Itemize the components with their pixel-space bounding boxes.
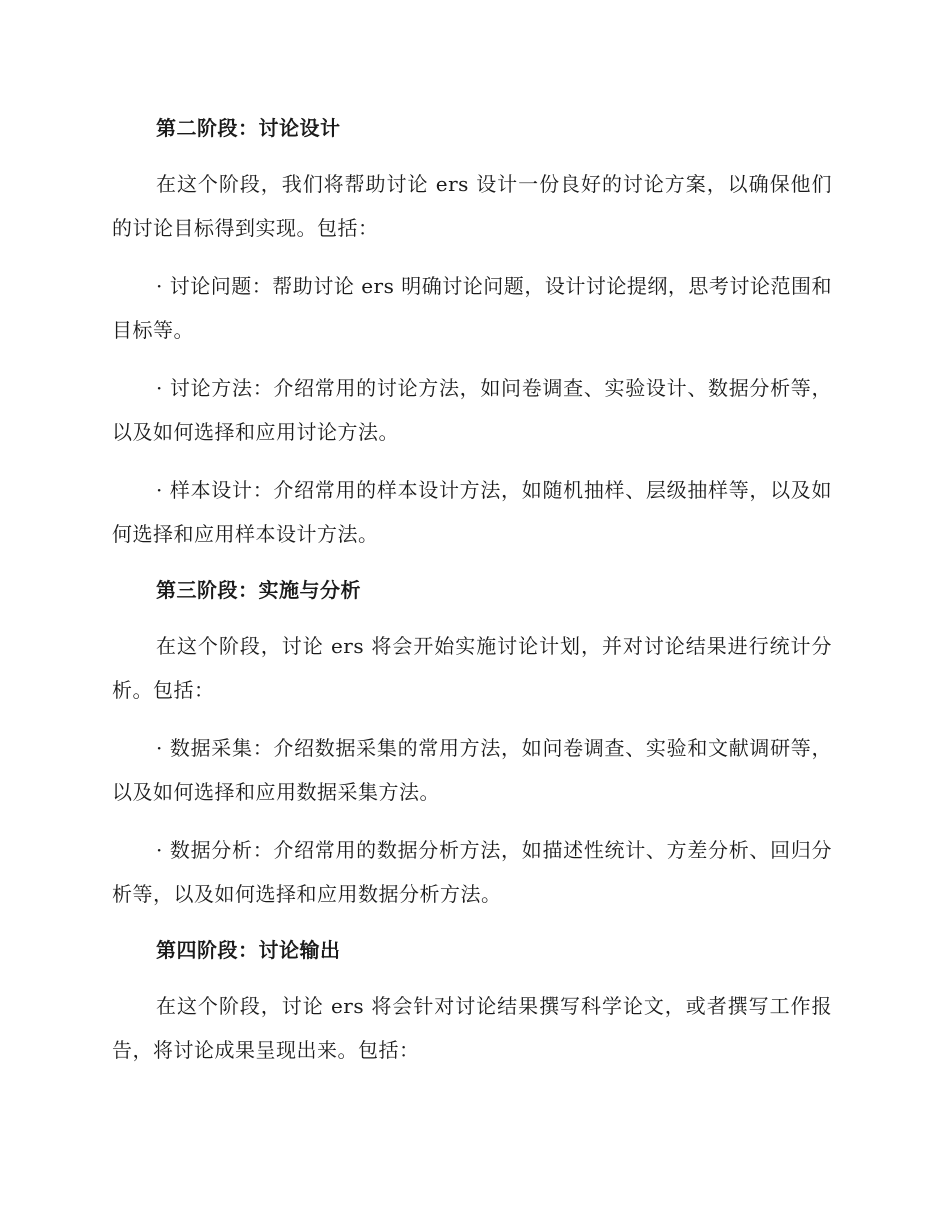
bullet-paragraph: · 数据采集：介绍数据采集的常用方法，如问卷调查、实验和文献调研等，以及如何选择和应用数据采集方法。 (112, 736, 832, 804)
section-heading: 第三阶段：实施与分析 (156, 578, 361, 602)
section-stage-2 (112, 108, 832, 556)
paragraph: 在这个阶段，讨论 ers 将会针对讨论结果撰写科学论文，或者撰写工作报告，将讨论成果呈现出来。包括： (112, 994, 832, 1062)
section-stage-4 (112, 930, 832, 1072)
section-heading: 第二阶段：讨论设计 (156, 116, 341, 140)
section-stage-3 (112, 570, 832, 916)
section-heading: 第四阶段：讨论输出 (156, 938, 341, 962)
bullet-paragraph: · 数据分析：介绍常用的数据分析方法，如描述性统计、方差分析、回归分析等，以及如何选择和应用数据分析方法。 (112, 838, 832, 906)
document-page (112, 108, 832, 1086)
bullet-paragraph: · 讨论问题：帮助讨论 ers 明确讨论问题，设计讨论提纲，思考讨论范围和目标等。 (112, 274, 832, 342)
paragraph: 在这个阶段，我们将帮助讨论 ers 设计一份良好的讨论方案，以确保他们的讨论目标得到实现。包括： (112, 172, 832, 240)
bullet-paragraph: · 讨论方法：介绍常用的讨论方法，如问卷调查、实验设计、数据分析等，以及如何选择和应用讨论方法。 (112, 376, 832, 444)
bullet-paragraph: · 样本设计：介绍常用的样本设计方法，如随机抽样、层级抽样等，以及如何选择和应用样本设计方法。 (112, 478, 832, 546)
paragraph: 在这个阶段，讨论 ers 将会开始实施讨论计划，并对讨论结果进行统计分析。包括： (112, 634, 832, 702)
